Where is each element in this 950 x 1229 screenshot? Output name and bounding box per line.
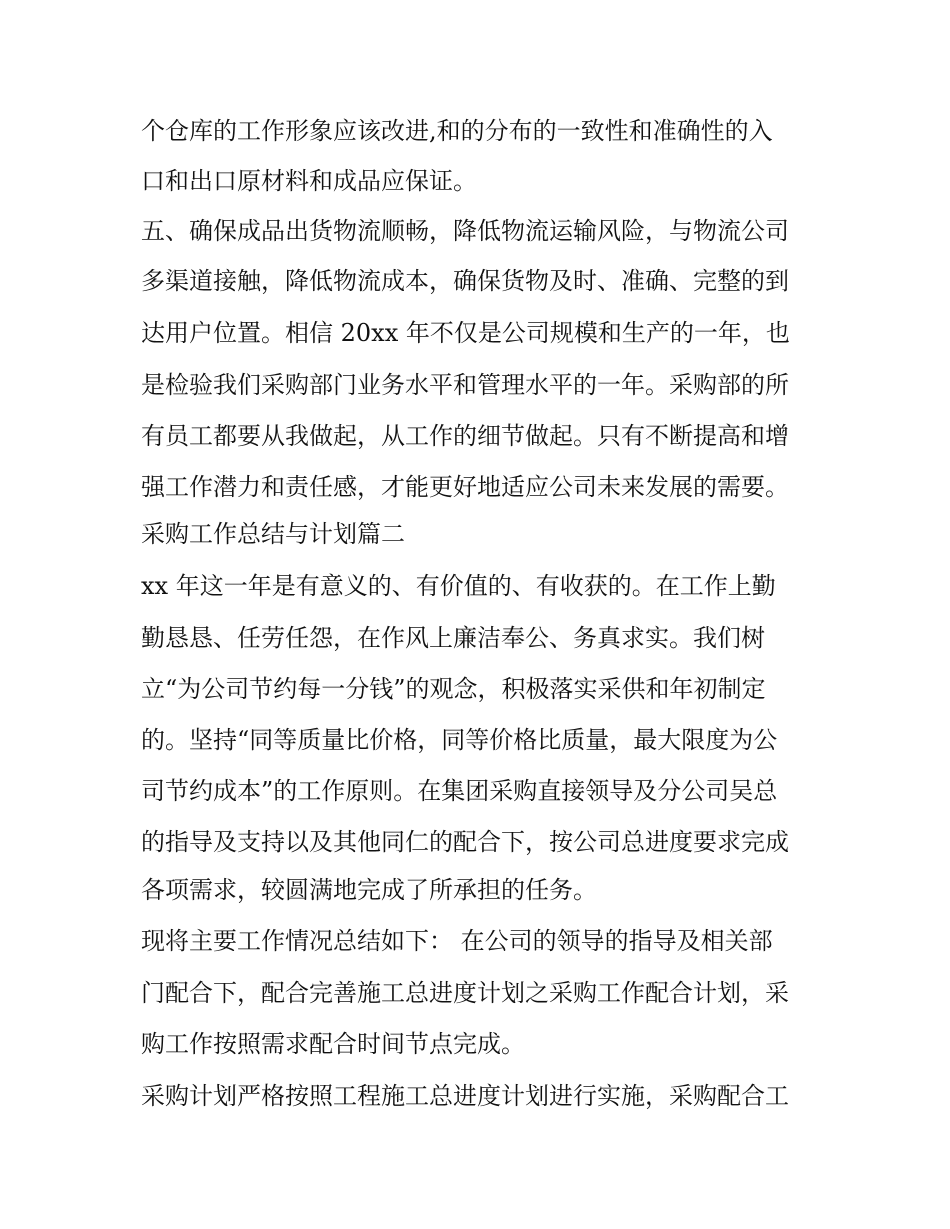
text-line: 强工作潜力和责任感，才能更好地适应公司未来发展的需要。 — [141, 473, 789, 501]
text-line: xx 年这一年是有意义的、有价值的、有收获的。在工作上勤 — [141, 572, 776, 600]
text-line: 五、确保成品出货物流顺畅，降低物流运输风险，与物流公司 — [141, 217, 789, 245]
text-line: 多渠道接触，降低物流成本，确保货物及时、准确、完整的到 — [141, 267, 789, 295]
text-line: 购工作按照需求配合时间节点完成。 — [141, 1030, 525, 1058]
text-line: 勤恳恳、任劳任怨，在作风上廉洁奉公、务真求实。我们树 — [141, 624, 765, 652]
text-line: 各项需求，较圆满地完成了所承担的任务。 — [141, 876, 597, 904]
text-line: 达用户位置。相信 20xx 年不仅是公司规模和生产的一年，也 — [141, 319, 790, 347]
text-line: 立“为公司节约每一分钱”的观念，积极落实采供和年初制定 — [141, 675, 766, 703]
text-line: 采购计划严格按照工程施工总进度计划进行实施，采购配合工 — [141, 1082, 789, 1110]
text-line: 的指导及支持以及其他同仁的配合下，按公司总进度要求完成 — [141, 828, 789, 856]
text-line: 司节约成本”的工作原则。在集团采购直接领导及分公司吴总 — [141, 777, 778, 805]
text-line: 有员工都要从我做起，从工作的细节做起。只有不断提高和增 — [141, 422, 789, 450]
text-line: 个仓库的工作形象应该改进,和的分布的一致性和准确性的入 — [141, 117, 773, 145]
text-line: 现将主要工作情况总结如下： 在公司的领导的指导及相关部 — [141, 927, 773, 955]
text-line: 门配合下，配合完善施工总进度计划之采购工作配合计划，采 — [141, 979, 789, 1007]
section-heading: 采购工作总结与计划篇二 — [141, 520, 405, 548]
text-line: 是检验我们采购部门业务水平和管理水平的一年。采购部的所 — [141, 371, 789, 399]
text-line: 口和出口原材料和成品应保证。 — [141, 167, 477, 195]
text-line: 的。坚持“同等质量比价格，同等价格比质量，最大限度为公 — [141, 726, 778, 754]
